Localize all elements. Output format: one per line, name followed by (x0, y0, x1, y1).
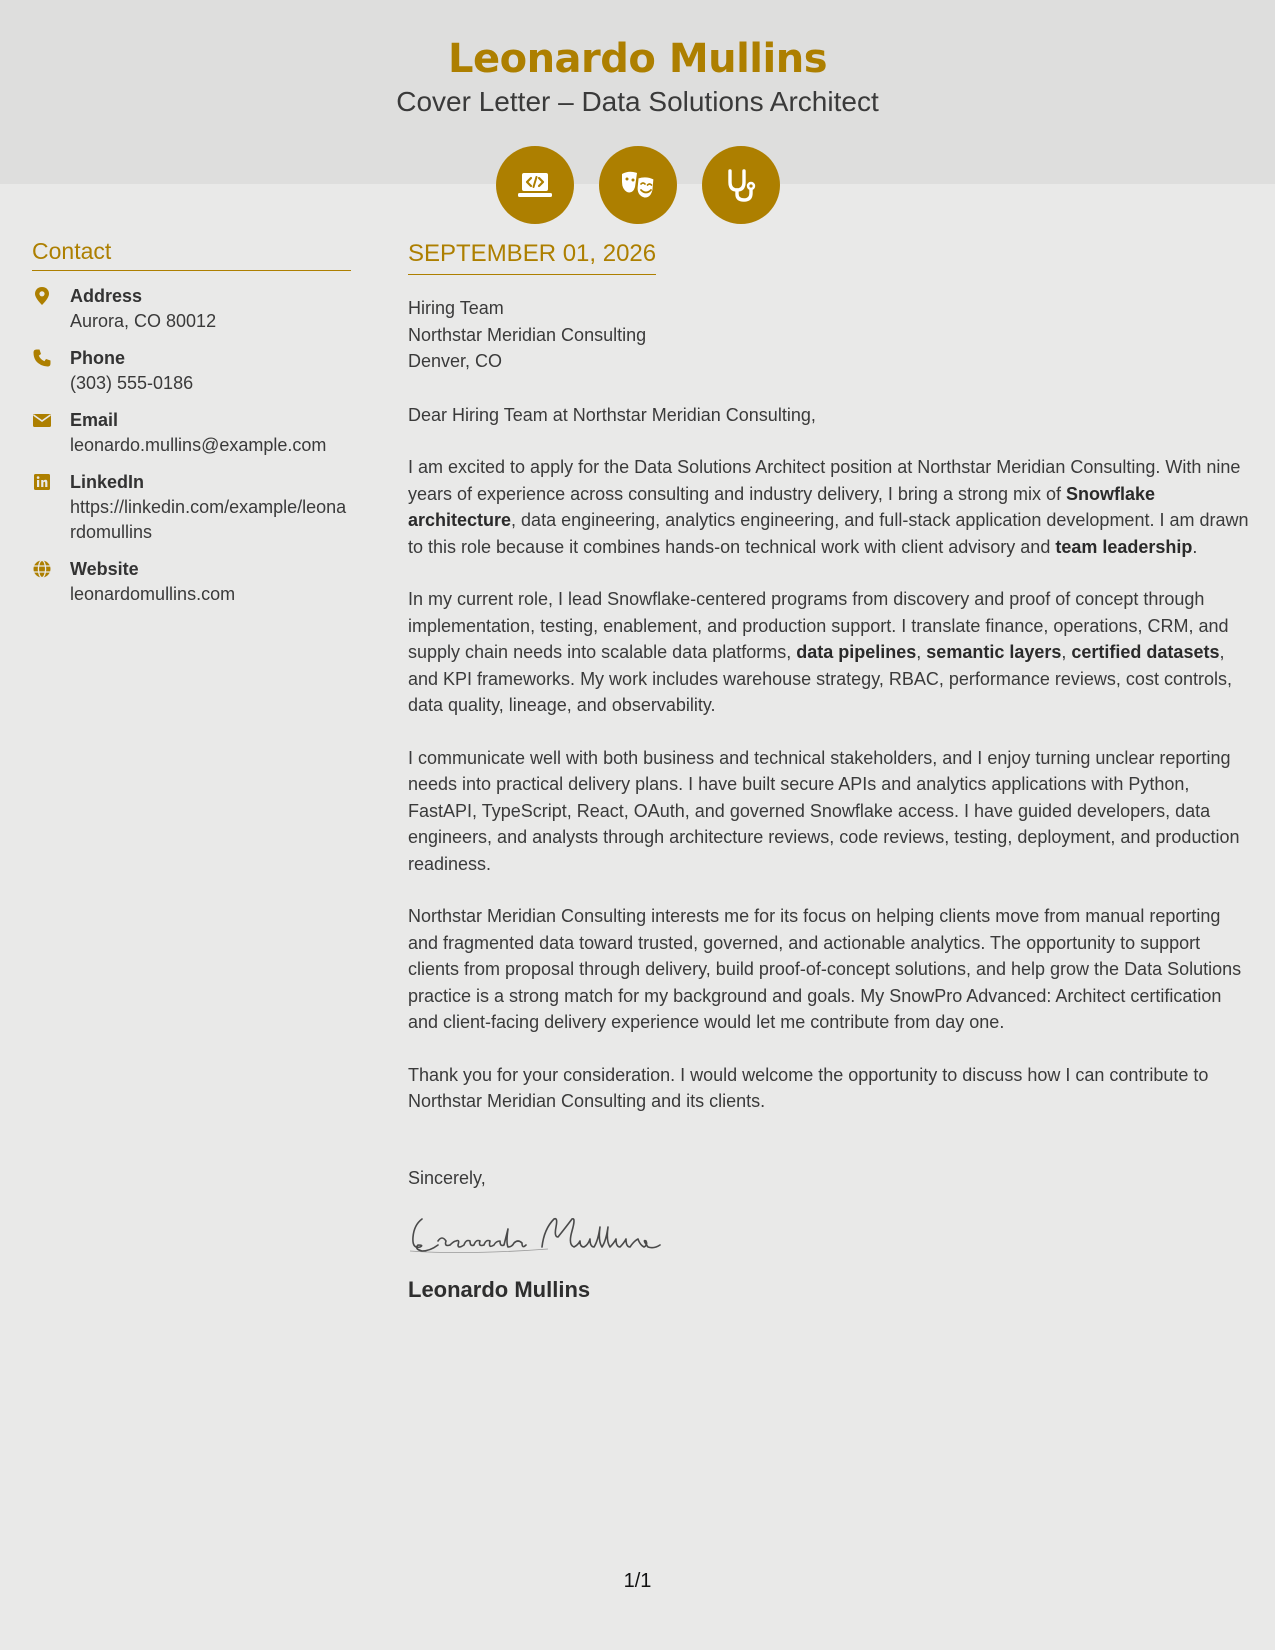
paragraph-text: In my current role, I lead Snowflake-centered programs from discovery and proof of concept through implementation, testing, enablement, and production support. I translate finance, operations, CRM, and supply chain needs into scalable data platforms, (408, 589, 1229, 662)
recipient-block (408, 295, 1250, 375)
paragraph-text: , (916, 642, 927, 662)
laptop-code-icon (496, 146, 574, 224)
letter-paragraph (408, 454, 1250, 560)
contact-label: Phone (70, 348, 126, 368)
letter-paragraph (408, 586, 1250, 719)
letter-date: SEPTEMBER 01, 2026 (408, 240, 656, 275)
linkedin-icon (32, 470, 70, 545)
stethoscope-icon (702, 146, 780, 224)
paragraph-text: , and KPI frameworks. My work includes warehouse strategy, RBAC, performance reviews, cost controls, data quality, lineage, and observability. (408, 642, 1232, 715)
contact-value: leonardo.mullins@example.com (70, 435, 327, 455)
contact-value[interactable]: leonardomullins.com (70, 584, 236, 604)
contact-list (32, 284, 351, 607)
envelope-icon (32, 408, 70, 458)
contact-label: LinkedIn (70, 472, 145, 492)
paragraph-text: Thank you for your consideration. I would welcome the opportunity to discuss how I can contribute to Northstar Meridian Consulting and its clients. (408, 1064, 1209, 1111)
contact-label: Website (70, 559, 139, 579)
globe-icon (32, 557, 70, 607)
contact-item-linkedin (32, 470, 351, 545)
recipient-line: Hiring Team (408, 298, 504, 318)
letter-paragraph (408, 745, 1250, 878)
paragraph-text: Northstar Meridian Consulting interests me for its focus on helping clients move from manual reporting and fragmented data toward trusted, governed, and actionable analytics. The opportunity to support clients from proposal through delivery, build proof-of-concept solutions, and help grow the Data Solutions practice is a strong match for my background and goals. My SnowPro Advanced: Architect certification and client-facing delivery experience would let me contribute from day one. (408, 906, 1242, 1032)
contact-item-address (32, 284, 351, 334)
recipient-line: Denver, CO (408, 351, 503, 371)
contact-label: Address (70, 286, 143, 306)
letter-paragraph (408, 1062, 1250, 1115)
letter-paragraphs (408, 454, 1250, 1115)
emphasis-text: team leadership (1055, 536, 1193, 557)
paragraph-text: I communicate well with both business and technical stakeholders, and I enjoy turning unclear reporting needs into practical delivery plans. I have built secure APIs and analytics applications with Python, FastAPI, TypeScript, React, OAuth, and governed Snowflake access. I have guided developers, data engineers, and analysts through architecture reviews, code reviews, testing, deployment, and production readiness. (408, 747, 1240, 874)
contact-item-phone (32, 346, 351, 396)
contact-item-website (32, 557, 351, 607)
phone-icon (32, 346, 70, 396)
contact-value[interactable]: https://linkedin.com/example/leonardomullins (70, 497, 347, 542)
letter-body (408, 240, 1250, 1303)
applicant-name: Leonardo Mullins (447, 36, 828, 82)
salutation: Dear Hiring Team at Northstar Meridian Consulting, (408, 404, 816, 425)
recipient-line: Northstar Meridian Consulting (408, 324, 647, 345)
emphasis-text: certified datasets (1071, 642, 1220, 662)
emphasis-text: Snowflake architecture (408, 483, 1156, 530)
header-icons (0, 146, 1275, 224)
contact-value: Aurora, CO 80012 (70, 311, 217, 331)
closing: Sincerely, (408, 1167, 486, 1188)
contact-value: (303) 555-0186 (70, 373, 194, 393)
page-number: 1/1 (623, 1570, 652, 1592)
contact-heading: Contact (32, 238, 351, 271)
handwritten-signature (408, 1211, 1250, 1259)
emphasis-text: semantic layers (926, 642, 1062, 662)
letter-subtitle: Cover Letter – Data Solutions Architect (396, 86, 879, 117)
contact-label: Email (70, 410, 119, 430)
map-pin-icon (32, 284, 70, 334)
theater-masks-icon (599, 146, 677, 224)
signed-name: Leonardo Mullins (408, 1276, 591, 1302)
emphasis-text: data pipelines (796, 642, 917, 662)
letter-paragraph (408, 903, 1250, 1036)
paragraph-text: , (1061, 642, 1072, 662)
paragraph-text: I am excited to apply for the Data Solutions Architect position at Northstar Meridian Consulting. With nine years of experience across consulting and industry delivery, I bring a strong mix of (408, 457, 1241, 504)
paragraph-text: . (1192, 536, 1198, 557)
paragraph-text: , data engineering, analytics engineering, and full-stack application development. I am drawn to this role because it combines hands-on technical work with client advisory and (408, 510, 1249, 557)
contact-item-email (32, 408, 351, 458)
contact-sidebar (32, 238, 351, 619)
